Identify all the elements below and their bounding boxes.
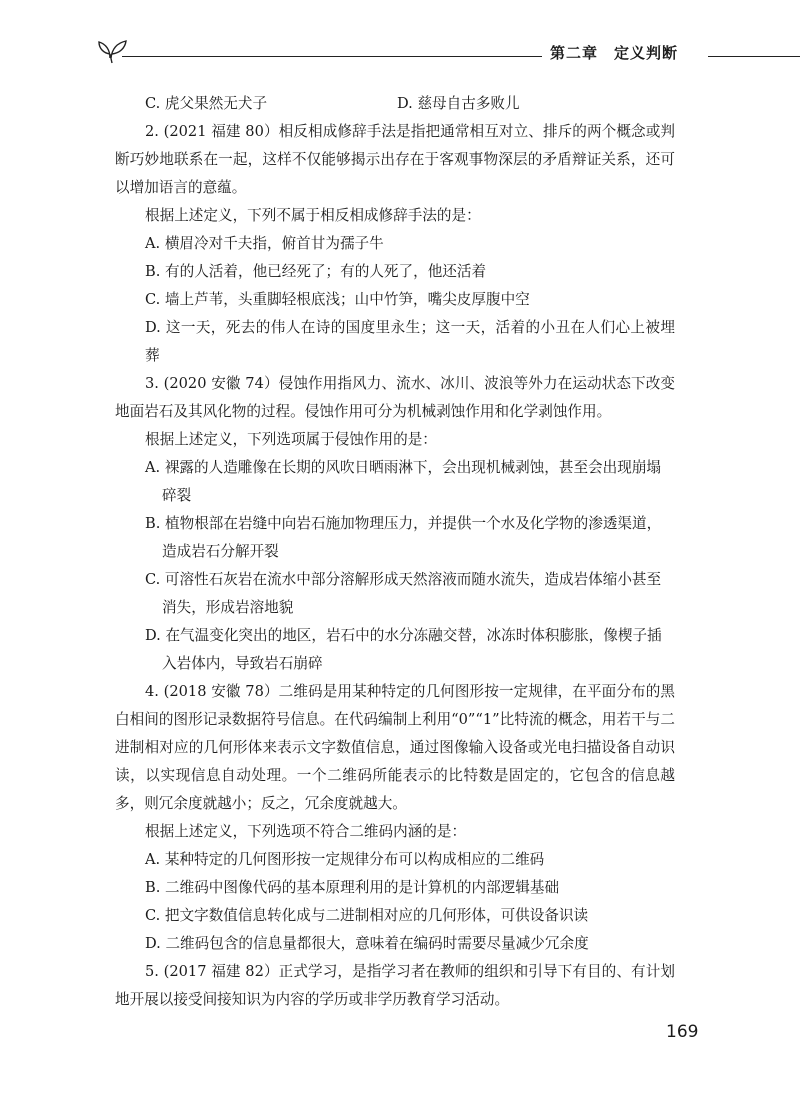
page-header: [96, 36, 708, 66]
q3-option-d-line1: D. 在气温变化突出的地区，岩石中的水分冻融交替，冰冻时体积膨胀，像楔子插: [145, 627, 662, 644]
page-number: 169: [666, 1022, 699, 1042]
q1-options: [115, 90, 675, 118]
header-rule-left: [122, 56, 542, 57]
q4-option-c: C. 把文字数值信息转化成与二进制相对应的几何形体，可供设备识读: [145, 907, 589, 924]
q2-option-b: B. 有的人活着，他已经死了；有的人死了，他还活着: [145, 263, 487, 280]
q3-option-d: [115, 622, 675, 678]
q3-option-d-line2: 入岩体内，导致岩石崩碎: [162, 655, 323, 672]
q4-question: 根据上述定义，下列选项不符合二维码内涵的是：: [145, 823, 467, 840]
q1-option-c: C. 虎父果然无犬子: [145, 95, 268, 112]
q3-option-a: [115, 454, 675, 510]
q3-option-c: [115, 566, 675, 622]
page-content: [115, 90, 675, 1014]
header-rule-right: [708, 56, 800, 57]
q4-option-d: D. 二维码包含的信息量都很大，意味着在编码时需要尽量减少冗余度: [145, 935, 589, 952]
q4-stem: 4. (2018 安徽 78）二维码是用某种特定的几何图形按一定规律，在平面分布的黑白相间的图形记录数据符号信息。在代码编制上利用“0”“1”比特流的概念，用若干与二进制相对应的几何形体来表示文字数值信息，通过图像输入设备或光电扫描设备自动识读，以实现信息自动处理。一个二维码所能表示的比特数是固定的，它包含的信息越多，则冗余度就越小；反之，冗余度就越大。: [115, 683, 675, 812]
q3-option-b-line1: B. 植物根部在岩缝中向岩石施加物理压力，并提供一个水及化学物的渗透渠道，: [145, 515, 662, 532]
chapter-title: 第二章 定义判断: [550, 44, 679, 62]
q2-option-d: D. 这一天，死去的伟人在诗的国度里永生；这一天，活着的小丑在人们心上被埋葬: [145, 319, 675, 364]
q3-option-c-line2: 消失，形成岩溶地貌: [162, 599, 294, 616]
q5-stem: 5. (2017 福建 82）正式学习，是指学习者在教师的组织和引导下有目的、有计划地开展以接受间接知识为内容的学历或非学历教育学习活动。: [115, 963, 675, 1008]
q3-question: 根据上述定义，下列选项属于侵蚀作用的是：: [145, 431, 437, 448]
q3-stem: 3. (2020 安徽 74）侵蚀作用指风力、流水、冰川、波浪等外力在运动状态下改变地面岩石及其风化物的过程。侵蚀作用可分为机械剥蚀作用和化学剥蚀作用。: [115, 375, 675, 420]
q1-option-d: D. 慈母自古多败儿: [397, 95, 520, 112]
q3-option-c-line1: C. 可溶性石灰岩在流水中部分溶解形成天然溶液而随水流失，造成岩体缩小甚至: [145, 571, 662, 588]
q2-stem: 2. (2021 福建 80）相反相成修辞手法是指把通常相互对立、排斥的两个概念或判断巧妙地联系在一起，这样不仅能够揭示出存在于客观事物深层的矛盾辩证关系，还可以增加语言的意蕴。: [115, 123, 675, 196]
q4-option-a: A. 某种特定的几何图形按一定规律分布可以构成相应的二维码: [145, 851, 545, 868]
q3-option-b: [115, 510, 675, 566]
q3-option-a-line1: A. 裸露的人造雕像在长期的风吹日晒雨淋下，会出现机械剥蚀，甚至会出现崩塌: [145, 459, 662, 476]
q2-option-c: C. 墙上芦苇，头重脚轻根底浅；山中竹笋，嘴尖皮厚腹中空: [145, 291, 530, 308]
sprout-icon: [96, 36, 130, 64]
q3-option-a-line2: 碎裂: [162, 487, 192, 504]
q4-option-b: B. 二维码中图像代码的基本原理利用的是计算机的内部逻辑基础: [145, 879, 560, 896]
q3-option-b-line2: 造成岩石分解开裂: [162, 543, 279, 560]
q2-option-a: A. 横眉冷对千夫指，俯首甘为孺子牛: [145, 235, 384, 252]
q2-question: 根据上述定义，下列不属于相反相成修辞手法的是：: [145, 207, 481, 224]
